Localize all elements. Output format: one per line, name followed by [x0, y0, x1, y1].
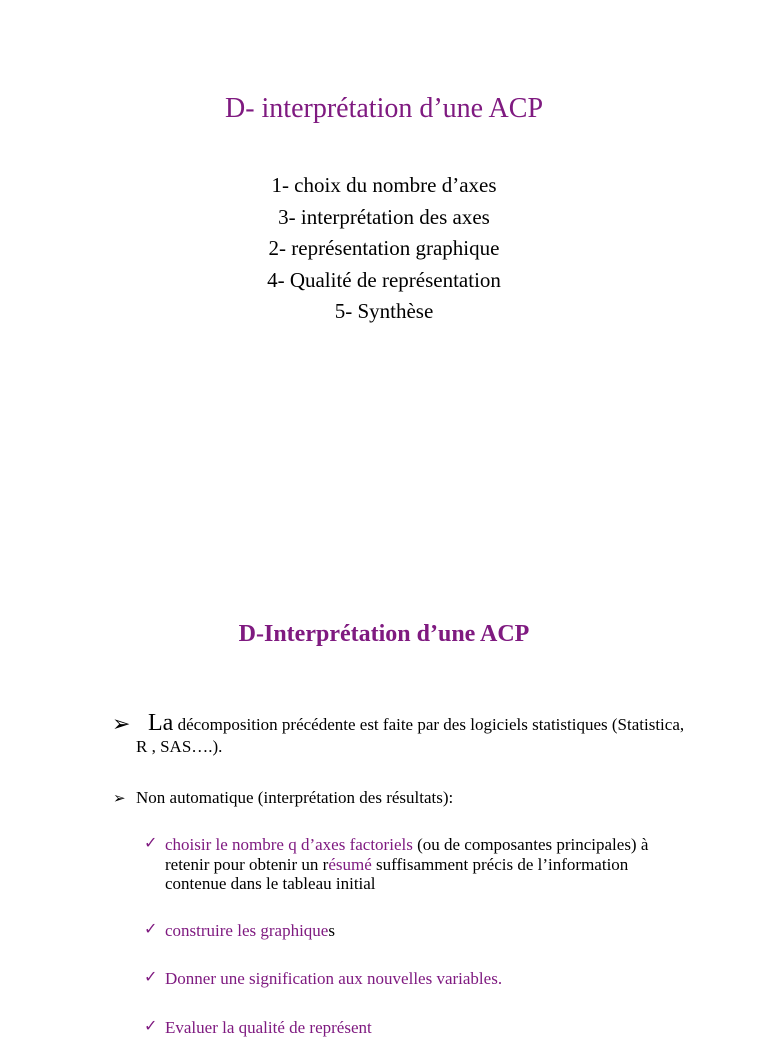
- bullet-item-graphiques: [165, 921, 665, 941]
- toc-item: 1- choix du nombre d’axes: [271, 173, 497, 197]
- paragraph-text: décomposition précédente est faite par des logiciels statistiques (Statistica, R , SAS….).: [136, 715, 685, 756]
- slide-1-title: D- interprétation d’une ACP: [224, 93, 544, 124]
- bullet-item-qualite: [165, 1018, 665, 1038]
- arrow-bullet-icon: ➢: [113, 791, 126, 807]
- bullet-text: suffisamment précis de l’information contenue dans le tableau initial: [165, 854, 629, 893]
- bullet-highlight: construire les graphique: [165, 921, 329, 940]
- slide-2-title: D-Interprétation d’une ACP: [238, 621, 530, 647]
- bullet-highlight: ésumé: [328, 854, 372, 874]
- toc-item: 3- interprétation des axes: [278, 204, 490, 229]
- bullet-highlight: Evaluer la qualité de représent: [165, 1018, 372, 1037]
- toc-item: 4- Qualité de représentation: [267, 267, 501, 292]
- check-icon: ✓: [144, 921, 158, 938]
- arrow-bullet-icon: ➢: [112, 711, 131, 736]
- toc-item: 2- représentation graphique: [268, 236, 500, 260]
- toc-item: 5- Synthèse: [334, 299, 434, 323]
- slide-2: [0, 512, 768, 1037]
- check-icon: ✓: [144, 1018, 158, 1035]
- bullet-text: (ou de composantes principales) à retenir pour obtenir un r: [165, 835, 649, 874]
- bullet-text: s: [328, 921, 335, 940]
- paragraph-lead-word: La: [148, 710, 174, 736]
- paragraph-decomposition: [136, 712, 696, 758]
- bullet-item-choisir: [165, 835, 665, 894]
- check-icon: ✓: [144, 835, 158, 852]
- bullet-highlight: Donner une signification aux nouvelles variables.: [165, 969, 503, 988]
- paragraph-non-automatique: Non automatique (interprétation des résultats):: [136, 788, 454, 807]
- bullet-item-signification: [165, 969, 665, 989]
- bullet-highlight: choisir le nombre q d’axes factoriels: [165, 835, 413, 854]
- table-of-contents: [0, 170, 768, 328]
- slide-1: [0, 0, 768, 512]
- check-icon: ✓: [144, 969, 158, 986]
